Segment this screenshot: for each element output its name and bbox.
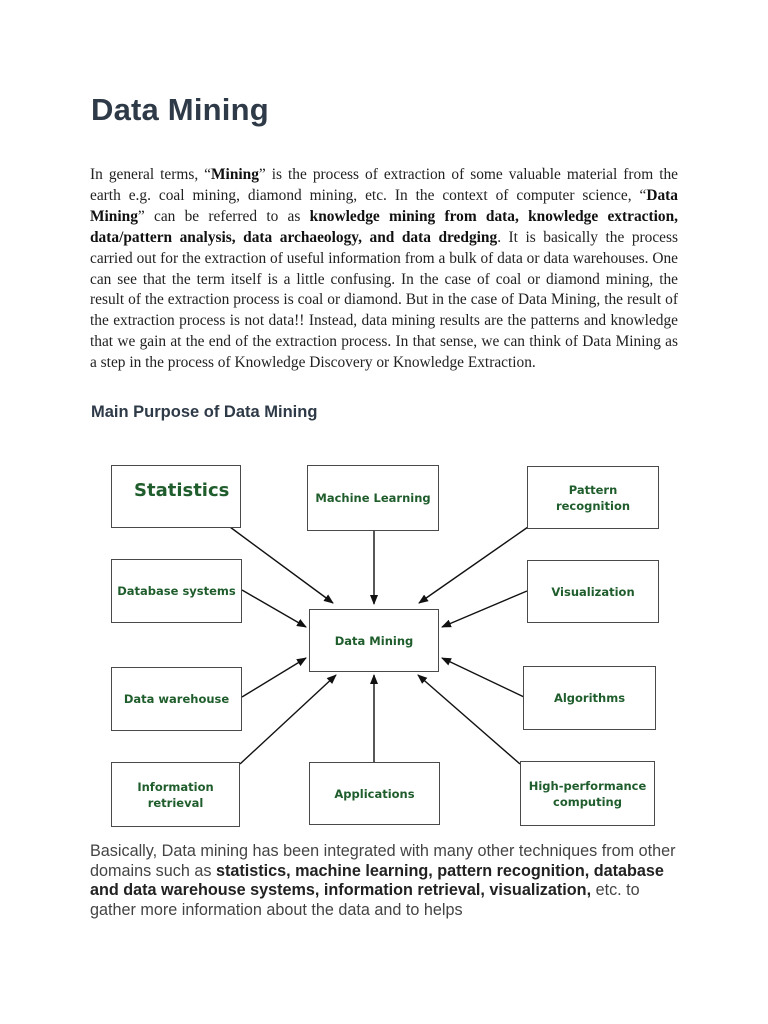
- node-data-mining: Data Mining: [309, 609, 439, 672]
- intro-text-2: ” is the process of extraction of some valuable material from the earth e.g. coal mining, diamond mining, etc. In the context of computer science, “: [90, 166, 678, 204]
- node-hpc: High-performance computing: [520, 761, 655, 826]
- node-algorithms: Algorithms: [523, 666, 656, 730]
- node-applications: Applications: [309, 762, 440, 825]
- arrow-data-warehouse: [242, 658, 306, 697]
- closing-bold-terms: statistics, machine learning, pattern recognition, database and data warehouse systems, information retrieval, visualization,: [90, 861, 664, 900]
- closing-text-1: Basically, Data mining has been integrated with many other techniques from other domains such as: [90, 842, 676, 880]
- node-machine-learning: Machine Learning: [307, 465, 439, 531]
- intro-data-mining-term: Data Mining: [90, 186, 678, 225]
- arrow-visualization: [442, 591, 527, 627]
- closing-text-2: etc. to gather more information about the data and to helps: [90, 881, 640, 919]
- section-subtitle: Main Purpose of Data Mining: [91, 403, 318, 421]
- arrow-pattern-recognition: [419, 527, 528, 603]
- arrow-algorithms: [442, 658, 524, 697]
- page-title: Data Mining: [91, 92, 269, 127]
- arrow-database-systems: [242, 590, 306, 627]
- node-database-systems: Database systems: [111, 559, 242, 623]
- closing-paragraph: [90, 842, 690, 920]
- intro-text-4: . It is basically the process carried out for the extraction of useful information from a bulk of data or data warehouses. One can see that the term itself is a little confusing. In the case of coal or diamond mining, the result of the extraction process is coal or diamond. But in the case of Data Mining, the result of the extraction process is not data!! Instead, data mining results are the patterns and knowledge that we gain at the end of the extraction process. In that sense, we can think of Data Mining as a step in the process of Knowledge Discovery or Knowledge Extraction.: [90, 228, 678, 372]
- intro-text-1: In general terms, “: [90, 166, 212, 183]
- intro-text-3: ” can be referred to as: [137, 207, 310, 225]
- node-statistics: Statistics: [111, 465, 241, 528]
- node-data-warehouse: Data warehouse: [111, 667, 242, 731]
- node-pattern-recognition: Pattern recognition: [527, 466, 659, 529]
- arrow-information-retrieval: [240, 675, 336, 764]
- intro-bold-terms: knowledge mining from data, knowledge extraction, data/pattern analysis, data archaeology, and data dredging: [90, 207, 678, 246]
- node-visualization: Visualization: [527, 560, 659, 623]
- node-information-retrieval: Information retrieval: [111, 762, 240, 827]
- intro-mining-term: Mining: [211, 166, 259, 183]
